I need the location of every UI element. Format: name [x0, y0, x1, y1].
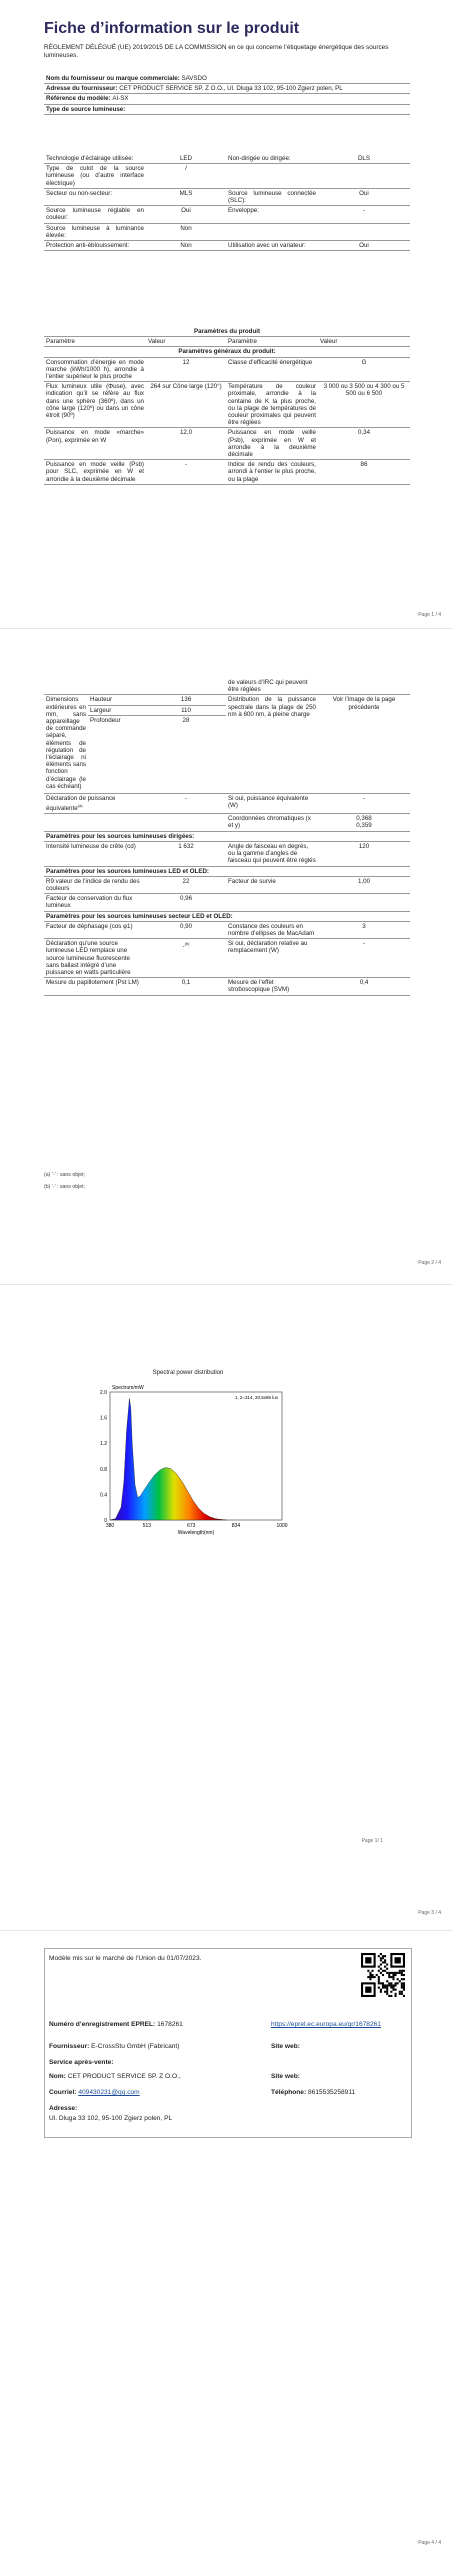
qr-finder	[365, 1987, 371, 1993]
type-param-value-2	[318, 164, 410, 189]
qr-module	[382, 1957, 384, 1959]
mains-header: Paramètres pour les sources lumineuses secteur LED et OLED:	[44, 911, 410, 921]
qr-module	[401, 1978, 403, 1980]
qr-module	[399, 1980, 401, 1982]
qr-module	[374, 1976, 376, 1978]
qr-module	[386, 1963, 388, 1965]
page-number: Page 3 / 4	[418, 1910, 441, 1916]
general-param-label-2: Température de couleur proximale, arrondie à la centaine de K la plus proche, ou la plage de températures de couleur proximales qui peuvent être réglées	[228, 383, 316, 427]
qr-module	[392, 1987, 394, 1989]
lumen-label: Facteur de conservation du flux lumineux	[44, 894, 146, 911]
eprel-number: Numéro d’enregistrement EPREL: 1678261	[49, 2021, 183, 2028]
qr-module	[395, 1995, 397, 1997]
qr-module	[392, 1978, 394, 1980]
spectral-chart-svg	[82, 1380, 294, 1550]
email-row: Courriel: 409430231@qq.com	[49, 2089, 140, 2096]
type-param-value: LED	[146, 154, 226, 164]
qr-module	[382, 1961, 384, 1963]
page-number: Page 1 / 4	[418, 612, 441, 618]
type-row	[44, 154, 410, 164]
eq-power-value: -	[146, 793, 226, 813]
spectral-label: Distribution de la puissance spectrale dans la plage de 250 nm à 800 nm, à pleine charge	[226, 695, 318, 793]
type-param-value: Non	[146, 241, 226, 251]
email-link[interactable]: 409430231@qq.com	[78, 2089, 140, 2096]
qr-module	[388, 1984, 390, 1986]
qr-module	[403, 1970, 405, 1972]
type-row	[44, 223, 410, 240]
type-param-label-2	[226, 223, 318, 240]
qr-module	[392, 1984, 394, 1986]
type-row	[44, 164, 410, 189]
qr-module	[367, 1976, 369, 1978]
qr-module	[403, 1982, 405, 1984]
qr-module	[395, 1989, 397, 1991]
type-param-label: Protection anti-éblouissement:	[44, 241, 146, 251]
params-continued-table	[44, 678, 410, 996]
qr-module	[395, 1993, 397, 1995]
model-ref-row: Référence du modèle: AI-SX	[44, 94, 410, 104]
type-row	[44, 241, 410, 251]
beam-label: Angle de faisceau en degrés, ou la gamme d’angles de faisceau qui peuvent être réglés	[226, 841, 318, 866]
replace-value: -$^{(b)}$	[146, 939, 226, 978]
qr-module	[369, 1974, 371, 1976]
r9-value: 22	[146, 876, 226, 893]
spectral-chart	[82, 1370, 294, 1550]
macadam-value: 3	[318, 921, 410, 938]
qr-module	[401, 1972, 403, 1974]
beam-value: 120	[318, 841, 410, 866]
y-tick-label: 1.2	[100, 1441, 107, 1448]
qr-module	[388, 1995, 390, 1997]
col-header-param: Paramètre	[44, 337, 146, 347]
directed-header: Paramètres pour les sources lumineuses dirigées:	[44, 831, 410, 841]
qr-module	[384, 1991, 386, 1993]
type-param-label-2	[226, 164, 318, 189]
type-param-label: Source lumineuse réglable en couleur:	[46, 207, 144, 222]
qr-module	[392, 1974, 394, 1976]
type-row	[44, 206, 410, 223]
type-param-label: Source lumineuse à luminance élevée:	[46, 224, 144, 239]
qr-module	[403, 1974, 405, 1976]
general-row	[44, 428, 410, 460]
qr-module	[386, 1972, 388, 1974]
qr-module	[388, 1976, 390, 1978]
qr-module	[378, 1980, 380, 1982]
intensity-label: Intensité lumineuse de crête (cd)	[44, 841, 146, 866]
qr-module	[376, 1974, 378, 1976]
qr-module	[397, 1978, 399, 1980]
qr-module	[399, 1991, 401, 1993]
qr-module	[367, 1970, 369, 1972]
type-table	[44, 154, 410, 251]
qr-module	[378, 1955, 380, 1957]
qr-module	[384, 1966, 386, 1968]
chart-title: Spectral power distribution	[152, 1370, 224, 1376]
qr-module	[403, 1989, 405, 1991]
eprel-link[interactable]: https://eprel.ec.europa.eu/qr/1678261	[271, 2021, 381, 2028]
qr-module	[397, 1972, 399, 1974]
qr-module	[371, 1970, 373, 1972]
type-param-label: Technologie d’éclairage utilisée:	[44, 154, 146, 164]
type-param-label: Type de culot de la source lumineuse (ou d’autre interface électrique)	[46, 165, 144, 187]
qr-module	[392, 1989, 394, 1991]
qr-module	[401, 1970, 403, 1972]
page-1	[0, 0, 453, 620]
general-param-label-2: Indice de rendu des couleurs, arrondi à l’entier le plus proche, ou la plage	[228, 461, 316, 483]
y-tick-label: 0.8	[100, 1466, 107, 1473]
x-tick-label: 1000	[276, 1523, 288, 1529]
chart-legend: 1, 2=314, 20.5x86 lux	[234, 1395, 278, 1400]
qr-module	[378, 1966, 380, 1968]
general-params-header: Paramètres généraux du produit:	[44, 347, 410, 357]
eprel-info-box	[44, 1948, 412, 2138]
qr-module	[380, 1959, 382, 1961]
eq-power-yes-value: -	[318, 793, 410, 813]
qr-module	[395, 1982, 397, 1984]
strobo-label: Mesure de l’effet stroboscopique (SVM)	[226, 978, 318, 995]
qr-module	[392, 1972, 394, 1974]
qr-module	[386, 1993, 388, 1995]
product-params-table	[44, 327, 410, 485]
qr-module	[390, 1991, 392, 1993]
qr-module	[386, 1984, 388, 1986]
type-param-label-2: Enveloppe:	[226, 206, 318, 223]
dim-value-1: 110	[146, 705, 226, 715]
type-param-value-2: Oui	[318, 188, 410, 205]
qr-module	[384, 1970, 386, 1972]
x-tick-label: 673	[187, 1523, 196, 1529]
qr-module	[369, 1972, 371, 1974]
eq-power-yes-label: Si oui, puissance équivalente (W)	[226, 793, 318, 813]
y-axis-label: Spectrum/mW	[112, 1385, 144, 1391]
footnote-b: (b) ‘-’ : sans objet;	[44, 1184, 86, 1190]
x-axis-label: Wavelength(nm)	[177, 1530, 215, 1536]
flicker-value: 0,1	[146, 978, 226, 995]
qr-module	[380, 1989, 382, 1991]
page-2	[0, 640, 453, 1280]
qr-module	[378, 1970, 380, 1972]
qr-module	[386, 1989, 388, 1991]
qr-module	[382, 1955, 384, 1957]
y-tick-label: 0	[104, 1518, 107, 1524]
dim-name-2: Profondeur	[88, 715, 146, 793]
cosphi-value: 0,90	[146, 921, 226, 938]
y-tick-label: 0.4	[100, 1492, 107, 1499]
chart-page-number: Page 1/ 1	[361, 1838, 383, 1844]
qr-module	[401, 1991, 403, 1993]
x-tick-label: 380	[105, 1523, 115, 1529]
qr-module	[401, 1987, 403, 1989]
general-param-label: Flux lumineux utile (Φuse), avec indication qu’il se réfère au flux dans une sphère (360º), dans un cône large (120º) ou dans un cône étroit (90º)	[44, 382, 146, 428]
qr-module	[403, 1984, 405, 1986]
col-header-value: Valeur	[146, 337, 226, 347]
general-param-value: 12	[146, 357, 226, 382]
qr-code-icon[interactable]	[361, 1953, 405, 1997]
qr-module	[380, 1953, 382, 1955]
type-row	[44, 188, 410, 205]
general-param-label-2: Classe d’efficacité énergétique	[226, 357, 318, 382]
page-title: Fiche d’information sur le produit	[44, 20, 300, 37]
qr-module	[369, 1976, 371, 1978]
lumen-value: 0,96	[146, 894, 226, 911]
general-row	[44, 460, 410, 485]
qr-module	[390, 1995, 392, 1997]
x-tick-label: 834	[231, 1523, 241, 1529]
qr-module	[378, 1982, 380, 1984]
qr-module	[384, 1959, 386, 1961]
general-param-value: 264 sur Cône large (120°)	[146, 382, 226, 428]
qr-module	[382, 1970, 384, 1972]
qr-finder	[395, 1957, 401, 1963]
qr-module	[399, 1972, 401, 1974]
supplier-table	[44, 74, 410, 115]
y-tick-label: 1.6	[100, 1415, 107, 1422]
strobo-value: 0,4	[318, 978, 410, 995]
general-param-value: -	[146, 460, 226, 485]
qr-module	[401, 1993, 403, 1995]
page-divider	[0, 1284, 453, 1285]
qr-module	[390, 1984, 392, 1986]
eq-power-label: Déclaration de puissance équivalente$^{(a)}$	[44, 793, 146, 813]
address-value: Ul. Dluga 33 102, 95-100 Zgierz polen, PL	[49, 2115, 173, 2122]
qr-module	[395, 1984, 397, 1986]
type-param-label-2: Source lumineuse connectée (SLC):	[228, 189, 316, 205]
type-param-value: Oui	[146, 206, 226, 223]
page-divider	[0, 628, 453, 629]
dim-value-0: 136	[146, 695, 226, 705]
dim-name-1: Largeur	[88, 705, 146, 715]
type-param-value: /	[146, 164, 226, 189]
website-label: Site web:	[271, 2043, 300, 2050]
qr-module	[397, 1982, 399, 1984]
qr-module	[403, 1987, 405, 1989]
qr-module	[401, 1984, 403, 1986]
qr-module	[380, 1957, 382, 1959]
qr-module	[382, 1987, 384, 1989]
qr-module	[392, 1976, 394, 1978]
qr-module	[388, 1974, 390, 1976]
qr-module	[390, 1976, 392, 1978]
qr-module	[384, 1961, 386, 1963]
qr-module	[395, 1974, 397, 1976]
qr-module	[386, 1968, 388, 1970]
qr-module	[401, 1974, 403, 1976]
qr-module	[380, 1968, 382, 1970]
flicker-label: Mesure du papillotement (Pst LM)	[44, 978, 146, 995]
r9-label: R9 valeur de l’indice de rendu des couleurs	[44, 876, 146, 893]
cri-range-continued: de valeurs d’IRC qui peuvent être réglées	[226, 678, 318, 695]
qr-module	[388, 1972, 390, 1974]
supplier-address-row: Adresse du fournisseur: CET PRODUCT SERVICE SP. Z O.O., Ul. Dluga 33 102, 95-100 Zgierz polen, PL	[44, 84, 410, 94]
general-param-value-2: 86	[318, 460, 410, 485]
led-oled-header: Paramètres pour les sources lumineuses LED et OLED:	[44, 866, 410, 876]
qr-module	[369, 1978, 371, 1980]
qr-module	[399, 1970, 401, 1972]
website2-label: Site web:	[271, 2073, 300, 2080]
general-param-label: Puissance en mode veille (Psb) pour SLC, exprimée en W et arrondie à la deuxième décimale	[46, 461, 144, 483]
chroma-values: 0,368 0,359	[318, 814, 410, 831]
qr-module	[378, 1987, 380, 1989]
qr-module	[384, 1984, 386, 1986]
type-param-value: MLS	[146, 188, 226, 205]
phone-row: Téléphone: 8615535258911	[271, 2089, 356, 2096]
market-date: Modèle mis sur le marché de l’Union du 01/07/2023.	[49, 1955, 202, 1962]
chroma-label: Coordonnées chromatiques (x et y)	[226, 814, 318, 831]
qr-module	[390, 1987, 392, 1989]
survival-value: 1,00	[318, 876, 410, 893]
address-label: Adresse:	[49, 2105, 78, 2112]
qr-module	[378, 1978, 380, 1980]
cosphi-label: Facteur de déphasage (cos φ1)	[44, 921, 146, 938]
page-number: Page 2 / 4	[418, 1260, 441, 1266]
qr-module	[378, 1976, 380, 1978]
general-param-value: 12,0	[146, 428, 226, 460]
type-param-label: Secteur ou non-secteur:	[44, 188, 146, 205]
qr-module	[384, 1955, 386, 1957]
qr-module	[403, 1995, 405, 1997]
dim-name-0: Hauteur	[88, 695, 146, 705]
macadam-label: Constance des couleurs en nombre d’ellipses de MacAdam	[226, 921, 318, 938]
qr-module	[401, 1982, 403, 1984]
qr-module	[388, 1982, 390, 1984]
dim-value-2: 28	[146, 715, 226, 793]
page-number: Page 4 / 4	[418, 2540, 441, 2546]
type-param-label-2: Non-dirigée ou dirigée:	[226, 154, 318, 164]
general-param-label-2: Puissance en mode veille (Psb), exprimée en W et arrondie à la deuxième décimale	[228, 429, 316, 459]
qr-finder	[365, 1957, 371, 1963]
qr-module	[380, 1991, 382, 1993]
footnote-a: (a) ‘-’ : sans objet;	[44, 1172, 86, 1178]
y-tick-label: 2.0	[100, 1390, 107, 1396]
qr-module	[390, 1982, 392, 1984]
replace-yes-label: Si oui, déclaration relative au remplacement (W)	[226, 939, 318, 978]
aftersales-name: Nom: CET PRODUCT SERVICE SP. Z O.O.,	[49, 2073, 181, 2080]
aftersales-label: Service après-vente:	[49, 2059, 114, 2066]
product-params-header: Paramètres du produit	[44, 327, 410, 337]
qr-module	[382, 1984, 384, 1986]
col-header-value-2: Valeur	[318, 337, 410, 347]
type-param-value-2	[318, 223, 410, 240]
qr-module	[371, 1974, 373, 1976]
spectral-value: Voir l’image de la page précédente	[318, 695, 410, 793]
qr-module	[380, 1972, 382, 1974]
col-header-param-2: Paramètre	[226, 337, 318, 347]
type-param-label-2: Utilisation avec un variateur:	[226, 241, 318, 251]
qr-module	[386, 1987, 388, 1989]
qr-module	[399, 1993, 401, 1995]
page-divider	[0, 1930, 453, 1931]
general-param-value-2: 0,34	[318, 428, 410, 460]
general-param-label: Consommation d’énergie en mode marche (kWh/1000 h), arrondie à l’entier supérieur le plus proche	[46, 358, 144, 381]
supplier-row: Fournisseur: E-CrossStu GmbH (Fabricant)	[49, 2043, 180, 2050]
survival-label: Facteur de survie	[226, 876, 318, 893]
qr-module	[371, 1976, 373, 1978]
general-param-value-2: G	[318, 357, 410, 382]
general-param-label: Puissance en mode «marche» (Pon), exprimée en W	[44, 428, 146, 460]
qr-module	[386, 1991, 388, 1993]
x-tick-label: 513	[142, 1523, 152, 1529]
replace-label: Déclaration qu’une source lumineuse LED remplace une source lumineuse fluorescente sans ballast intégré d’une puissance en watts particulière	[44, 939, 146, 978]
regulation-intro: RÈGLEMENT DÉLÉGUÉ (UE) 2019/2015 DE LA COMMISSION en ce qui concerne l’étiquetage énergétique des sources lumineuses.	[44, 44, 389, 59]
supplier-name-row: Nom du fournisseur ou marque commerciale: SAVSDO	[44, 74, 410, 84]
qr-module	[386, 1980, 388, 1982]
qr-module	[384, 1987, 386, 1989]
type-param-value-2: Oui	[318, 241, 410, 251]
qr-module	[382, 1974, 384, 1976]
qr-module	[395, 1972, 397, 1974]
qr-module	[390, 1972, 392, 1974]
general-row	[44, 357, 410, 382]
general-param-value-2: 3 000 ou 3 500 ou 4 300 ou 5 500 ou 6 500	[318, 382, 410, 428]
light-source-type-row: Type de source lumineuse:	[44, 104, 410, 114]
qr-module	[380, 1963, 382, 1965]
qr-module	[382, 1982, 384, 1984]
general-row	[44, 382, 410, 428]
dimensions-label: Dimensions extérieures en mm, sans appareillage de commande séparé, éléments de régulation de l’éclairage ni éléments sans fonction d’éclairage (le cas échéant)	[44, 695, 88, 793]
intensity-value: 1 632	[146, 841, 226, 866]
replace-yes-value: -	[318, 939, 410, 978]
type-param-value-2: DLS	[318, 154, 410, 164]
type-param-value-2: -	[318, 206, 410, 223]
qr-module	[403, 1978, 405, 1980]
type-param-value: Non	[146, 223, 226, 240]
qr-module	[380, 1982, 382, 1984]
